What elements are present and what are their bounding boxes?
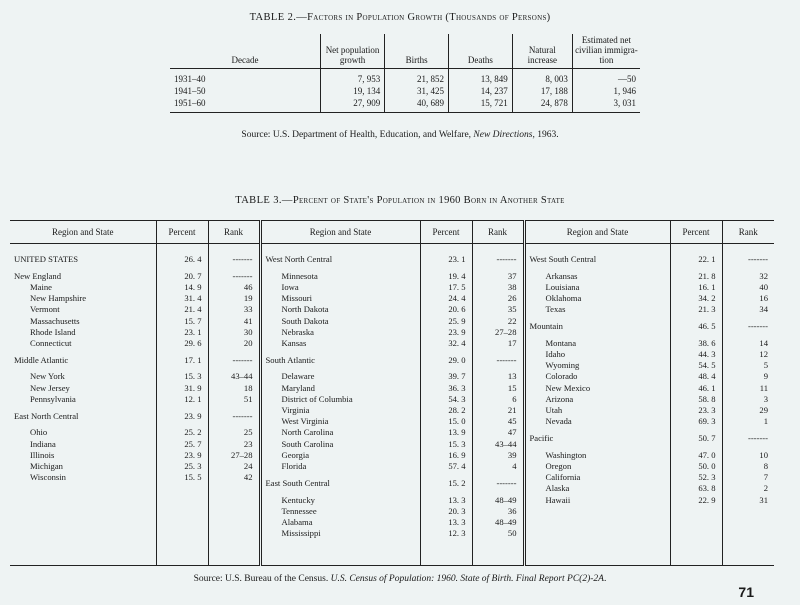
table3-percent: 46. 5 (698, 321, 716, 332)
table2-value-cell: 40, 689 (385, 97, 449, 113)
table3-percent: 58. 8 (698, 393, 716, 404)
col3-percents (670, 244, 722, 566)
table2-value-cell: 31, 425 (385, 85, 449, 97)
table3-percent: 21. 8 (698, 270, 716, 281)
table3-region-state: Michigan (30, 460, 63, 471)
table3-rank: 27–28 (495, 326, 517, 337)
table3-region-state: New York (30, 371, 65, 382)
table3-percent: 31. 4 (184, 293, 202, 304)
table3-header: Rank (472, 221, 524, 244)
table3-region-state: District of Columbia (281, 393, 353, 404)
table3-region-state: Nebraska (281, 326, 314, 337)
table2-value-cell: 14, 237 (448, 85, 512, 97)
table2-decade-cell: 1931–40 (174, 74, 206, 84)
table3-rank: 12 (759, 349, 768, 360)
table2 (170, 34, 640, 113)
table3-rank: ------- (232, 254, 253, 264)
table3-region-state: Wisconsin (30, 472, 66, 483)
table3-region-state: Montana (545, 337, 577, 348)
table3-region-state: East North Central (14, 410, 79, 421)
table3-rank: 24 (243, 460, 253, 471)
table3-percent: 25. 9 (448, 315, 466, 326)
table3-rank: 48–49 (495, 516, 517, 527)
col1-ranks (208, 244, 260, 566)
table3-rank: 6 (512, 393, 517, 404)
table3-rank: ------- (496, 254, 517, 264)
table3-rank: 2 (763, 483, 768, 494)
table3-region-state: New Hampshire (30, 293, 87, 304)
table2-value-cell: 13, 849 (448, 69, 512, 86)
table3-percent: 22. 1 (698, 254, 716, 264)
table3-percent: 13. 3 (448, 516, 466, 527)
table3-percent: 46. 1 (698, 382, 716, 393)
table2-caption-text: Factors in Population Growth (Thousands of Persons) (307, 12, 551, 23)
table3-header: Region and State (260, 221, 420, 244)
table3-percent: 16. 9 (448, 449, 466, 460)
table3-region-state: Nevada (545, 416, 572, 427)
table2-caption (0, 12, 800, 23)
table3-rank: 31 (759, 494, 768, 505)
table3-region-state: UNITED STATES (14, 254, 78, 264)
table3-percent: 19. 4 (448, 270, 466, 281)
table3-percent: 23. 1 (184, 326, 202, 337)
table3-region-state: Kansas (281, 337, 307, 348)
table3-rank: 13 (507, 371, 517, 382)
table3-percent: 31. 9 (184, 382, 202, 393)
table3-source (0, 574, 800, 584)
table3-rank: 5 (763, 360, 768, 371)
table3-source-suffix: . (603, 574, 607, 584)
table3-rank: 16 (759, 293, 768, 304)
table2-caption-prefix: TABLE 2.— (249, 12, 308, 23)
table3-rank: 34 (759, 304, 768, 315)
table3-rank: 15 (507, 382, 517, 393)
table3-rank: ------- (232, 410, 253, 421)
table3-rank: ------- (496, 354, 517, 365)
table3-region-state: Minnesota (281, 270, 318, 281)
table3-rank: 36 (507, 505, 517, 516)
table3-rank: 21 (507, 405, 517, 416)
table3-percent: 20. 3 (448, 505, 466, 516)
table3-percent: 25. 3 (184, 460, 202, 471)
table3-region-state: Louisiana (545, 281, 580, 292)
table2-header: Net population growth (320, 34, 384, 69)
table3-region-state: Mississippi (281, 528, 321, 539)
table3-percent: 57. 4 (448, 460, 466, 471)
table3-rank: ------- (232, 354, 253, 365)
table3-percent: 12. 1 (184, 393, 202, 404)
table2-header: Deaths (448, 34, 512, 69)
table3-region-state: Vermont (30, 304, 60, 315)
table3-region-state: Utah (545, 405, 563, 416)
table3-region-state: Pennsylvania (30, 393, 76, 404)
table2-source-title: New Directions (473, 130, 533, 140)
col2-percents (420, 244, 472, 566)
table3-rank: 19 (243, 293, 253, 304)
table3-region-state: Virginia (281, 405, 310, 416)
table2-source-prefix: Source: U.S. Department of Health, Education, and Welfare, (241, 130, 474, 140)
table3-rank: 25 (243, 427, 253, 438)
table3-region-state: Colorado (545, 371, 578, 382)
table2-value-cell: 1, 946 (572, 85, 640, 97)
table3-region-state: Arizona (545, 393, 574, 404)
table3-rank: 17 (507, 337, 517, 348)
table3-rank: 27–28 (231, 449, 253, 460)
table2-row (170, 85, 640, 97)
table3-header: Rank (208, 221, 260, 244)
table3-region-state: Kentucky (281, 494, 315, 505)
table3-percent: 17. 1 (184, 354, 202, 365)
table2-row (170, 69, 640, 86)
table3-percent: 28. 2 (448, 405, 466, 416)
table3-region-state: South Carolina (281, 438, 334, 449)
table3-region-state: Idaho (545, 349, 566, 360)
table3-percent: 20. 6 (448, 304, 466, 315)
table3-rank: 9 (763, 371, 768, 382)
table2-value-cell: 8, 003 (512, 69, 572, 86)
table3-rank: 45 (507, 416, 517, 427)
table3-percent: 50. 0 (698, 460, 716, 471)
table3-rank: 48–49 (495, 494, 517, 505)
table3-rank: 1 (763, 416, 768, 427)
table3-region-state: Maine (30, 281, 52, 292)
table3-percent: 54. 3 (448, 393, 466, 404)
table3-rank: 46 (243, 281, 253, 292)
table3-percent: 16. 1 (698, 281, 716, 292)
table3-region-state: Illinois (30, 449, 55, 460)
col2-names (260, 244, 420, 566)
table3-percent: 15. 7 (184, 315, 202, 326)
table3-header: Percent (156, 221, 208, 244)
table3-percent: 54. 5 (698, 360, 716, 371)
table3-rank: 39 (507, 449, 517, 460)
table3-region-state: Missouri (281, 293, 313, 304)
table3-region-state: Alabama (281, 516, 313, 527)
table2-header: Births (385, 34, 449, 69)
table3-rank: 11 (759, 382, 768, 393)
table3-region-state: New Jersey (30, 382, 70, 393)
table3-region-state: Mountain (529, 321, 563, 332)
table3-rank: 20 (243, 337, 253, 348)
table3-header: Percent (420, 221, 472, 244)
table3-rank: 8 (763, 460, 768, 471)
table3-rank: 51 (243, 393, 253, 404)
table3-percent: 14. 9 (184, 281, 202, 292)
table3-rank: 26 (507, 293, 517, 304)
table2-value-cell: 7, 953 (320, 69, 384, 86)
table3-source-prefix: Source: U.S. Bureau of the Census. (193, 574, 331, 584)
table3-percent: 21. 3 (698, 304, 716, 315)
table3-percent: 39. 7 (448, 371, 466, 382)
col3-ranks (722, 244, 774, 566)
table3-rank: 30 (243, 326, 253, 337)
table2-value-cell: 27, 909 (320, 97, 384, 113)
table3-region-state: West South Central (529, 254, 597, 264)
table3-percent: 36. 3 (448, 382, 466, 393)
table3-rank: ------- (496, 477, 517, 488)
table3-percent: 20. 7 (184, 270, 202, 281)
table3-region-state: West Virginia (281, 416, 329, 427)
table3-region-state: North Carolina (281, 427, 334, 438)
table3-percent: 38. 6 (698, 337, 716, 348)
table3-percent: 15. 3 (448, 438, 466, 449)
table3-percent: 48. 4 (698, 371, 716, 382)
table3-region-state: Hawaii (545, 494, 571, 505)
table3-rank: 14 (759, 337, 768, 348)
col1-percents (156, 244, 208, 566)
table3-region-state: Wyoming (545, 360, 580, 371)
table3-region-state: Delaware (281, 371, 315, 382)
table3-rank: 32 (759, 270, 768, 281)
table2-header: Estimated net civilian immigra-tion (572, 34, 640, 69)
table3-rank: ------- (232, 270, 253, 281)
col3-names (524, 244, 670, 566)
table3-region-state: Arkansas (545, 270, 578, 281)
table3-rank: ------- (747, 254, 768, 264)
table3-percent: 13. 3 (448, 494, 466, 505)
table3-rank: 43–44 (231, 371, 253, 382)
table3-header: Percent (670, 221, 722, 244)
table3-rank: 50 (507, 528, 517, 539)
table3-region-state: California (545, 472, 581, 483)
table3-region-state: New Mexico (545, 382, 591, 393)
table3-rank: 40 (759, 281, 768, 292)
table3-region-state: South Atlantic (265, 354, 315, 365)
table3-region-state: Pacific (529, 433, 554, 443)
table3-percent: 63. 8 (698, 483, 716, 494)
table3-percent: 25. 7 (184, 438, 202, 449)
table3-percent: 29. 0 (448, 354, 466, 365)
table3-percent: 44. 3 (698, 349, 716, 360)
table2-body (170, 69, 640, 113)
table3-rank: 3 (763, 393, 768, 404)
table3-region-state: Texas (545, 304, 566, 315)
table3-rank: 18 (243, 382, 253, 393)
table3-region-state: Ohio (30, 427, 48, 438)
table2-header-row (170, 34, 640, 69)
table3-percent: 21. 4 (184, 304, 202, 315)
table3-percent: 12. 3 (448, 528, 466, 539)
table3-region-state: Indiana (30, 438, 56, 449)
table3-region-state: Middle Atlantic (14, 354, 69, 365)
table3-header-row (10, 221, 774, 244)
table3-region-state: New England (14, 270, 62, 281)
page-number: 71 (738, 584, 754, 600)
table3-caption-prefix: TABLE 3.— (235, 195, 293, 206)
table3-rank: 29 (759, 405, 768, 416)
table2-value-cell: 19, 134 (320, 85, 384, 97)
table3-rank: 10 (759, 449, 768, 460)
table3-region-state: Georgia (281, 449, 310, 460)
table3-region-state: West North Central (265, 254, 333, 264)
table3-percent: 25. 2 (184, 427, 202, 438)
table2-value-cell: 15, 721 (448, 97, 512, 113)
table3-percent: 69. 3 (698, 416, 716, 427)
table3-percent: 34. 2 (698, 293, 716, 304)
table3-rank: 42 (243, 472, 253, 483)
table3-header: Region and State (524, 221, 670, 244)
table3-region-state: Connecticut (30, 337, 72, 348)
table3-percent: 23. 9 (184, 449, 202, 460)
table2-value-cell: 24, 878 (512, 97, 572, 113)
table3-percent: 47. 0 (698, 449, 716, 460)
table2-value-cell: 17, 188 (512, 85, 572, 97)
table2-decade-cell: 1941–50 (174, 86, 206, 96)
table3-rank: 22 (507, 315, 517, 326)
table3-percent: 13. 9 (448, 427, 466, 438)
table3-percent: 15. 5 (184, 472, 202, 483)
table3-region-state: Maryland (281, 382, 315, 393)
table3-region-state: South Dakota (281, 315, 329, 326)
table3-percent: 22. 9 (698, 494, 716, 505)
table3-region-state: Alaska (545, 483, 570, 494)
table3-rank: 38 (507, 281, 517, 292)
table3-region-state: Tennessee (281, 505, 317, 516)
table3-percent: 15. 3 (184, 371, 202, 382)
table3-percent: 23. 1 (448, 254, 466, 264)
table3-region-state: Florida (281, 460, 307, 471)
table2-source (0, 130, 800, 140)
table3-region-state: Washington (545, 449, 587, 460)
table3-percent: 15. 0 (448, 416, 466, 427)
table3-rank: 7 (763, 472, 768, 483)
table3-percent: 32. 4 (448, 337, 466, 348)
table3-percent: 50. 7 (698, 433, 716, 443)
table3-caption (0, 195, 800, 206)
table3-percent: 23. 9 (184, 410, 202, 421)
table3-percent: 24. 4 (448, 293, 466, 304)
table3-percent: 15. 2 (448, 477, 466, 488)
col1-names (10, 244, 156, 566)
table3-rank: 23 (243, 438, 253, 449)
table2-value-cell: —50 (572, 69, 640, 86)
table3-source-title: U.S. Census of Population: 1960. State of Birth. Final Report PC(2)-2A (330, 574, 604, 584)
col2-ranks (472, 244, 524, 566)
table2-value-cell: 3, 031 (572, 97, 640, 113)
table3-rank: ------- (747, 433, 768, 443)
table3-rank: 37 (507, 270, 517, 281)
table2-source-suffix: , 1963. (532, 130, 559, 140)
table2-value-cell: 21, 852 (385, 69, 449, 86)
table3-region-state: Oklahoma (545, 293, 582, 304)
table3-region-state: East South Central (265, 477, 330, 488)
table3-rank: 33 (243, 304, 253, 315)
table3-region-state: Rhode Island (30, 326, 76, 337)
table3-percent: 26. 4 (184, 254, 202, 264)
table3-rank: 4 (512, 460, 517, 471)
table3-percent: 29. 6 (184, 337, 202, 348)
table3-header: Rank (722, 221, 774, 244)
table3-region-state: Iowa (281, 281, 299, 292)
table3-percent: 23. 9 (448, 326, 466, 337)
table3-header: Region and State (10, 221, 156, 244)
table3-percent: 17. 5 (448, 281, 466, 292)
table2-row (170, 97, 640, 113)
table3-rank: ------- (747, 321, 768, 332)
table3-region-state: North Dakota (281, 304, 329, 315)
table3-rank: 35 (507, 304, 517, 315)
table2-header: Decade (170, 34, 320, 69)
table3-caption-text: Percent of State's Population in 1960 Born in Another State (292, 195, 565, 206)
table3-percent: 23. 3 (698, 405, 716, 416)
table3 (10, 220, 774, 566)
table2-decade-cell: 1951–60 (170, 97, 320, 113)
table3-rank: 41 (243, 315, 253, 326)
table3-region-state: Massachusetts (30, 315, 80, 326)
table2-header: Natural increase (512, 34, 572, 69)
table3-percent: 52. 3 (698, 472, 716, 483)
table3-rank: 43–44 (495, 438, 517, 449)
table3-rank: 47 (507, 427, 517, 438)
table3-body-row (10, 244, 774, 566)
table3-region-state: Oregon (545, 460, 572, 471)
